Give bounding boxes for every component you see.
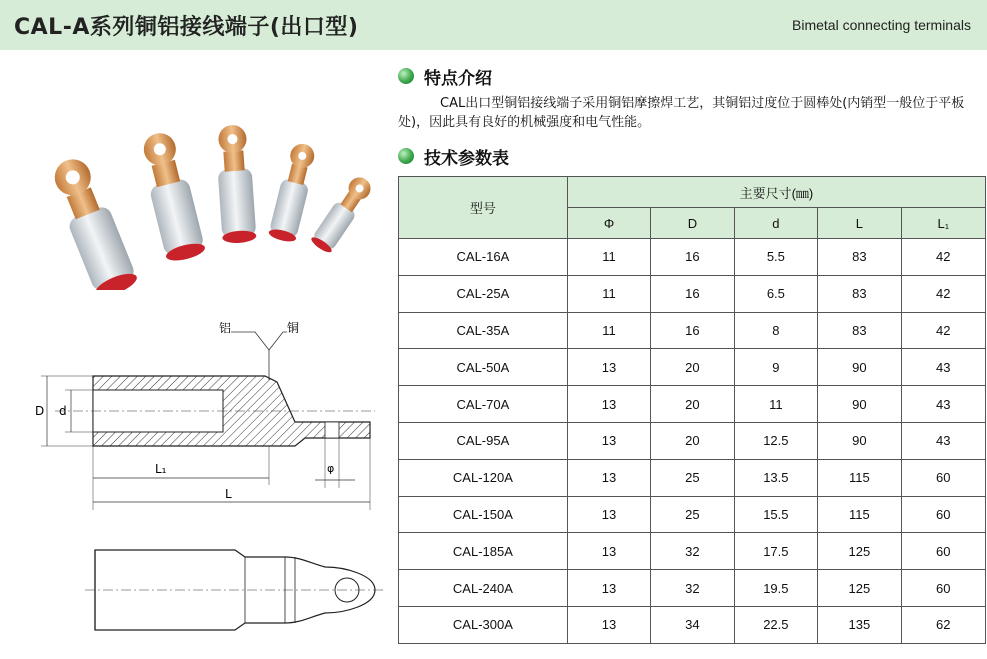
model-cell: CAL-95A: [399, 422, 568, 459]
value-cell: 42: [901, 275, 985, 312]
col-header: d: [734, 208, 818, 239]
col-header: L₁: [901, 208, 985, 239]
page-header: [0, 0, 987, 50]
value-cell: 20: [651, 386, 734, 423]
value-cell: 62: [901, 606, 985, 643]
value-cell: 13: [567, 533, 650, 570]
value-cell: 16: [651, 275, 734, 312]
green-bullet-icon: [398, 148, 414, 164]
value-cell: 90: [818, 422, 901, 459]
value-cell: 83: [818, 275, 901, 312]
terminal-5: [309, 173, 375, 255]
value-cell: 13: [567, 606, 650, 643]
value-cell: 15.5: [734, 496, 818, 533]
value-cell: 13.5: [734, 459, 818, 496]
model-cell: CAL-70A: [399, 386, 568, 423]
value-cell: 9: [734, 349, 818, 386]
features-heading: 特点介绍: [424, 68, 492, 89]
value-cell: 43: [901, 422, 985, 459]
value-cell: 60: [901, 496, 985, 533]
terminal-3: [215, 124, 257, 244]
col-group-header: 主要尺寸(㎜): [567, 177, 985, 208]
value-cell: 83: [818, 312, 901, 349]
value-cell: 20: [651, 349, 734, 386]
table-row: [399, 459, 986, 496]
table-row: [399, 570, 986, 607]
features-text: CAL出口型铜铝接线端子采用铜铝摩擦焊工艺，其铜铝过度位于圆棒处(内销型一般位于平板处)，因此具有良好的机械强度和电气性能。: [398, 96, 965, 130]
value-cell: 22.5: [734, 606, 818, 643]
value-cell: 11: [567, 239, 650, 276]
col-header: Φ: [567, 208, 650, 239]
value-cell: 43: [901, 386, 985, 423]
model-cell: CAL-25A: [399, 275, 568, 312]
value-cell: 5.5: [734, 239, 818, 276]
label-aluminum: 铝: [218, 321, 232, 335]
terminal-2: [137, 129, 207, 264]
model-cell: CAL-300A: [399, 606, 568, 643]
table-row: [399, 386, 986, 423]
value-cell: 16: [651, 312, 734, 349]
specs-heading: 技术参数表: [424, 148, 509, 169]
col-header: D: [651, 208, 734, 239]
table-row: [399, 422, 986, 459]
table-row: [399, 606, 986, 643]
value-cell: 60: [901, 533, 985, 570]
specs-heading-row: [398, 144, 509, 168]
value-cell: 13: [567, 349, 650, 386]
model-cell: CAL-120A: [399, 459, 568, 496]
table-row: [399, 496, 986, 533]
value-cell: 25: [651, 459, 734, 496]
model-cell: CAL-240A: [399, 570, 568, 607]
value-cell: 60: [901, 459, 985, 496]
value-cell: 13: [567, 386, 650, 423]
spec-table: [398, 176, 986, 644]
outline-drawing: [85, 545, 385, 645]
value-cell: 13: [567, 496, 650, 533]
value-cell: 43: [901, 349, 985, 386]
green-bullet-icon: [398, 68, 414, 84]
value-cell: 115: [818, 459, 901, 496]
dim-D-label: D: [35, 404, 45, 418]
value-cell: 13: [567, 459, 650, 496]
model-cell: CAL-150A: [399, 496, 568, 533]
value-cell: 135: [818, 606, 901, 643]
value-cell: 6.5: [734, 275, 818, 312]
label-copper: 铜: [286, 321, 300, 335]
value-cell: 19.5: [734, 570, 818, 607]
table-row: [399, 275, 986, 312]
value-cell: 42: [901, 239, 985, 276]
value-cell: 11: [734, 386, 818, 423]
features-heading-row: [398, 64, 492, 88]
value-cell: 13: [567, 570, 650, 607]
value-cell: 90: [818, 349, 901, 386]
value-cell: 25: [651, 496, 734, 533]
value-cell: 17.5: [734, 533, 818, 570]
value-cell: 11: [567, 312, 650, 349]
value-cell: 16: [651, 239, 734, 276]
table-row: [399, 239, 986, 276]
dim-L-label: L: [225, 487, 232, 501]
value-cell: 12.5: [734, 422, 818, 459]
table-row: [399, 349, 986, 386]
terminal-1: [46, 152, 140, 290]
value-cell: 83: [818, 239, 901, 276]
dim-phi-label: φ: [327, 462, 335, 475]
table-row: [399, 312, 986, 349]
terminal-4: [268, 141, 319, 244]
product-photo: [20, 100, 380, 290]
table-row: [399, 533, 986, 570]
value-cell: 8: [734, 312, 818, 349]
model-cell: CAL-50A: [399, 349, 568, 386]
value-cell: 90: [818, 386, 901, 423]
value-cell: 11: [567, 275, 650, 312]
value-cell: 32: [651, 533, 734, 570]
label-leader: [231, 332, 287, 350]
model-cell: CAL-185A: [399, 533, 568, 570]
value-cell: 125: [818, 533, 901, 570]
value-cell: 32: [651, 570, 734, 607]
value-cell: 13: [567, 422, 650, 459]
page-subtitle: Bimetal connecting terminals: [792, 17, 971, 33]
model-cell: CAL-16A: [399, 239, 568, 276]
model-cell: CAL-35A: [399, 312, 568, 349]
value-cell: 34: [651, 606, 734, 643]
col-header: L: [818, 208, 901, 239]
value-cell: 125: [818, 570, 901, 607]
dim-L1-label: L₁: [155, 462, 167, 476]
page-title: CAL-A系列铜铝接线端子(出口型): [14, 15, 359, 40]
section-drawing: [25, 310, 385, 510]
value-cell: 115: [818, 496, 901, 533]
value-cell: 20: [651, 422, 734, 459]
col-model-header: 型号: [399, 177, 568, 239]
value-cell: 60: [901, 570, 985, 607]
value-cell: 42: [901, 312, 985, 349]
dim-d-label: d: [59, 404, 67, 418]
